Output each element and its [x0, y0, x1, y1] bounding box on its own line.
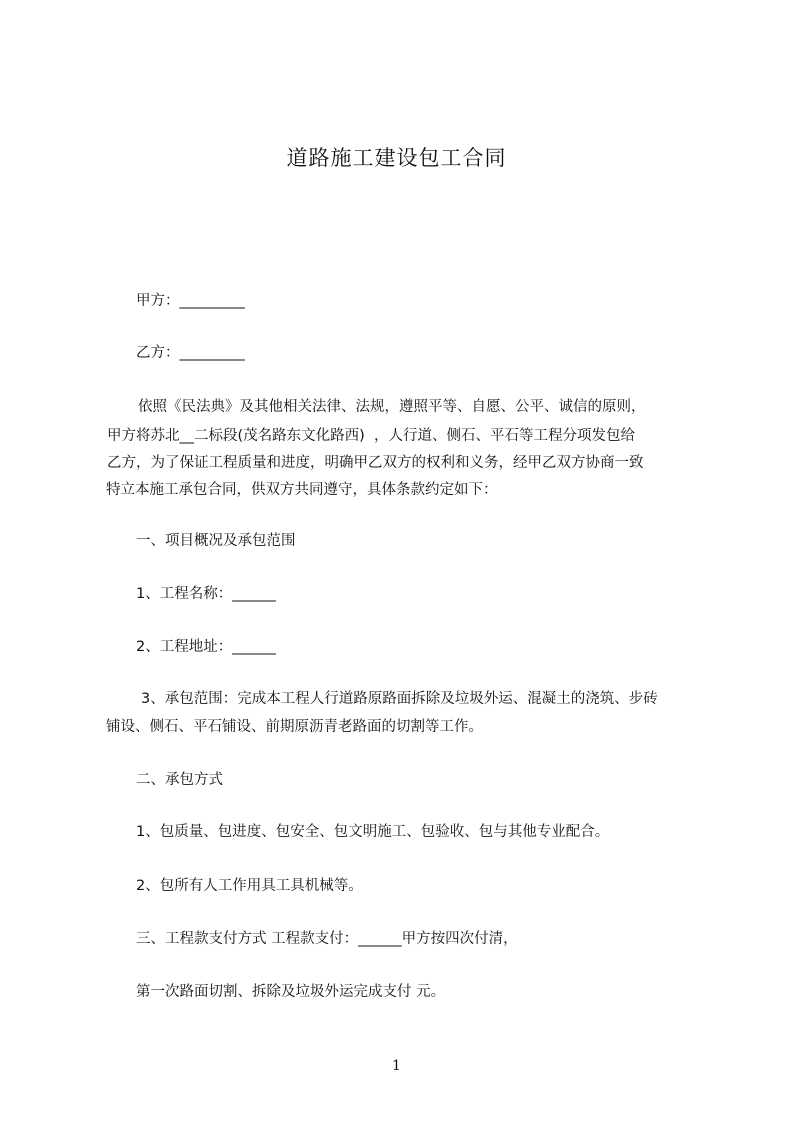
scope-line-2: 铺设、侧石、平石铺设、前期原沥青老路面的切割等工作。	[106, 719, 483, 735]
method-line-2: 2、包所有人工作用具工具机械等。	[136, 878, 363, 894]
project-address-line: 2、工程地址：______	[136, 639, 276, 655]
intro-line-1: 依照《民法典》及其他相关法律、法规，遵照平等、自愿、公平、诚信的原则，	[138, 399, 646, 415]
payment-line-1: 第一次路面切割、拆除及垃圾外运完成支付 元。	[136, 984, 446, 1000]
section-heading-3: 三、工程款支付方式 工程款支付：______甲方按四次付清，	[136, 931, 518, 947]
scope-line-1: 3、承包范围：完成本工程人行道路原路面拆除及垃圾外运、混凝土的浇筑、步砖	[141, 691, 658, 707]
intro-line-4: 特立本施工承包合同，供双方共同遵守，具体条款约定如下：	[106, 482, 498, 498]
project-name-line: 1、工程名称：______	[136, 586, 276, 602]
party-a-line: 甲方：_________	[136, 293, 245, 309]
intro-line-3: 乙方，为了保证工程质量和进度，明确甲乙双方的权利和义务，经甲乙双方协商一致	[107, 455, 644, 471]
document-title: 道路施工建设包工合同	[286, 146, 507, 170]
party-b-line: 乙方：_________	[136, 345, 245, 361]
intro-line-2: 甲方将苏北__二标段(茂名路东文化路西) ，人行道、侧石、平石等工程分项发包给	[107, 428, 636, 444]
page-number: 1	[392, 1058, 401, 1074]
method-line-1: 1、包质量、包进度、包安全、包文明施工、包验收、包与其他专业配合。	[136, 824, 610, 840]
section-heading-2: 二、承包方式	[136, 772, 223, 788]
section-heading-1: 一、项目概况及承包范围	[136, 533, 296, 549]
